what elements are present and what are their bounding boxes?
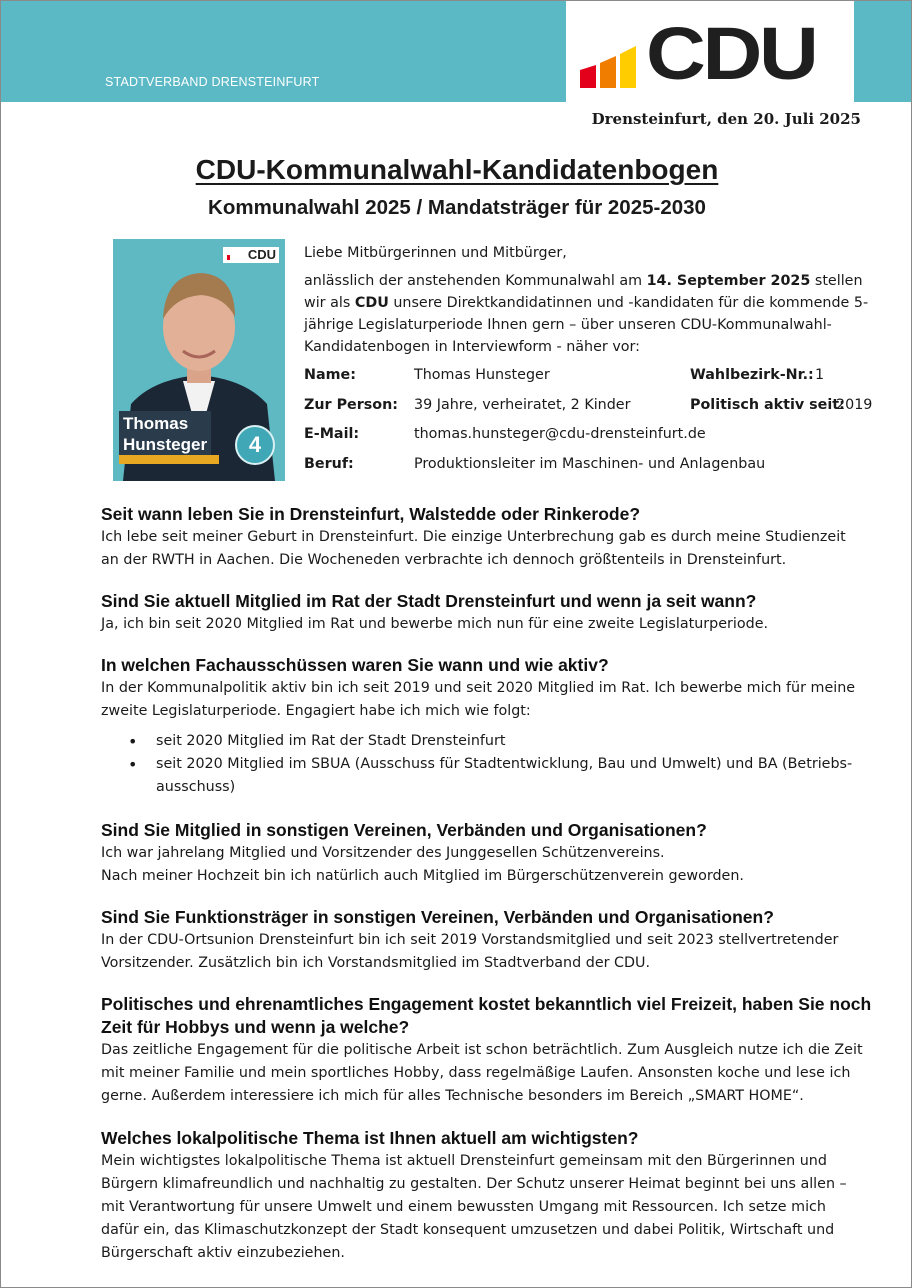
answer-line: Ich war jahrelang Mitglied und Vorsitzender des Junggesellen Schützenvereins. (101, 845, 665, 861)
district-badge: 4 (235, 425, 275, 465)
question: Seit wann leben Sie in Drensteinfurt, Walstedde oder Rinkerode? (101, 504, 641, 524)
job-label: Beruf: (304, 455, 354, 472)
answer-line: mit meiner Familie und mein sportliches Hobby, dass regelmäßige Laufen. Ansonsten koche und lese ich (101, 1065, 851, 1081)
cdu-logo (566, 1, 854, 102)
photo-cdu-logo (223, 247, 279, 263)
intro-text-part: unsere Direktkandidatinnen und -kandidaten für die kommende 5-jährige Legislaturperiode Ihnen gern – über unseren CDU-Kommunalwahl-Kandidatenbogen in Interviewform - näher vor: (304, 295, 869, 355)
photo-logo-text: CDU (247, 247, 276, 262)
district-value: 1 (815, 367, 825, 383)
person-value: 39 Jahre, verheiratet, 2 Kinder (414, 396, 631, 413)
answer-line: Ja, ich bin seit 2020 Mitglied im Rat und bewerbe mich nun für eine zweite Legislaturperiode. (101, 616, 769, 632)
photo-last-name: Hunsteger (123, 435, 208, 454)
answer-line: mit Verantwortung für unsere Umwelt und einem bewussten Umgang mit Ressourcen. Ich setze mich (101, 1199, 826, 1215)
photo-first-name: Thomas (123, 414, 189, 433)
list-item (101, 753, 891, 799)
district-label: Wahlbezirk-Nr.: (690, 367, 814, 383)
qa-block-hobbies (101, 993, 891, 1108)
answer-line: In der CDU-Ortsunion Drensteinfurt bin ich seit 2019 Vorstandsmitglied und seit 2023 stellvertretender (101, 932, 839, 948)
answer-line: gerne. Außerdem interessiere ich mich für alles Technische besonders im Bereich „SMART HOME“. (101, 1088, 804, 1104)
page-subtitle: Kommunalwahl 2025 / Mandatsträger für 2025-2030 (208, 196, 706, 219)
name-label: Name: (304, 367, 356, 383)
question: Sind Sie aktuell Mitglied im Rat der Stadt Drensteinfurt und wenn ja seit wann? (101, 591, 757, 611)
job-value: Produktionsleiter im Maschinen- und Anlagenbau (414, 455, 766, 472)
email-label: E-Mail: (304, 426, 360, 442)
list-item-text: seit 2020 Mitglied im SBUA (Ausschuss für Stadtentwicklung, Bau und Umwelt) und BA (Betriebs- (156, 756, 853, 772)
photo-district-stripe (119, 455, 219, 464)
intro-paragraph (304, 270, 884, 358)
question: Politisches und ehrenamtliches Engagement kostet bekanntlich viel Freizeit, haben Sie noch (101, 994, 872, 1014)
cdu-logo-bars-icon (580, 46, 642, 88)
active-since-label: Politisch aktiv seit: (690, 396, 845, 413)
question: In welchen Fachausschüssen waren Sie wann und wie aktiv? (101, 655, 609, 675)
qa-block-residence (101, 503, 891, 572)
answer-line: an der RWTH in Aachen. Die Wocheneden verbrachte ich dennoch größtenteils in Drensteinfurt. (101, 552, 787, 568)
organization-name: STADTVERBAND DRENSTEINFURT (105, 75, 320, 89)
candidate-info-table (304, 367, 894, 485)
answer-line: Mein wichtigstes lokalpolitische Thema ist aktuell Drensteinfurt gemeinsam mit den Bürgerinnen und (101, 1153, 827, 1169)
info-row-email (304, 426, 894, 456)
header-band-right (854, 1, 912, 102)
answer-line: In der Kommunalpolitik aktiv bin ich seit 2019 und seit 2020 Mitglied im Rat. Ich bewerbe mich für meine (101, 680, 856, 696)
date-line: Drensteinfurt, den 20. Juli 2025 (591, 110, 861, 128)
answer-line: Vorsitzender. Zusätzlich bin ich Vorstandsmitglied im Stadtverband der CDU. (101, 955, 651, 971)
photo-name-plate (119, 411, 211, 457)
party-name: CDU (354, 295, 389, 311)
page-title: CDU-Kommunalwahl-Kandidatenbogen (195, 154, 719, 185)
intro-text-part: anlässlich der anstehenden Kommunalwahl am (304, 273, 647, 289)
answer-line: Nach meiner Hochzeit bin ich natürlich auch Mitglied im Bürgerschützenverein geworden. (101, 868, 744, 884)
info-row-job (304, 456, 894, 486)
list-item: • seit 2020 Mitglied im Rat der Stadt Drensteinfurt (101, 730, 891, 753)
answer-line: zweite Legislaturperiode. Engagiert habe ich mich wie folgt: (101, 703, 531, 719)
intro-text-part: stellen wir als (304, 273, 863, 311)
person-label: Zur Person: (304, 396, 399, 413)
active-since-value: 2019 (836, 396, 873, 413)
question: Zeit für Hobbys und wenn ja welche? (101, 1017, 410, 1037)
committee-list (101, 730, 891, 799)
answer-line: Bürgerschaft aktiv einzubeziehen. (101, 1245, 345, 1261)
question: Sind Sie Mitglied in sonstigen Vereinen, Verbänden und Organisationen? (101, 820, 707, 840)
question: Sind Sie Funktionsträger in sonstigen Vereinen, Verbänden und Organisationen? (101, 907, 774, 927)
intro-text (304, 242, 884, 364)
list-item-text: ausschuss) (156, 779, 236, 795)
answer-line: dafür ein, das Klimaschutzkonzept der Stadt konsequent umzusetzen und dabei Politik, Wirtschaft und (101, 1222, 835, 1238)
cdu-logo-text: CDU (646, 12, 816, 95)
qa-block-memberships (101, 819, 891, 888)
header-band (1, 1, 566, 102)
answer-line: Das zeitliche Engagement für die politische Arbeit ist schon beträchtlich. Zum Ausgleich nutze ich die Zeit (101, 1042, 863, 1058)
answer-line: Bürgern klimafreundlich und nachhaltig zu gestalten. Der Schutz unserer Heimat beginnt bei uns allen – (101, 1176, 847, 1192)
qa-block-topic (101, 1127, 891, 1265)
qa-block-committees (101, 654, 891, 799)
info-row-person (304, 397, 894, 427)
qa-block-council (101, 590, 891, 636)
name-value: Thomas Hunsteger (414, 367, 550, 383)
question: Welches lokalpolitische Thema ist Ihnen aktuell am wichtigsten? (101, 1128, 639, 1148)
photo-logo-bar-icon (227, 255, 230, 260)
info-row-name (304, 367, 894, 397)
email-value[interactable]: thomas.hunsteger@cdu-drensteinfurt.de (414, 426, 706, 442)
candidate-photo (113, 239, 285, 481)
qa-block-functions (101, 906, 891, 975)
election-date: 14. September 2025 (646, 273, 811, 289)
greeting: Liebe Mitbürgerinnen und Mitbürger, (304, 245, 567, 261)
answer-line: Ich lebe seit meiner Geburt in Drensteinfurt. Die einzige Unterbrechung gab es durch meine Studienzeit (101, 529, 846, 545)
